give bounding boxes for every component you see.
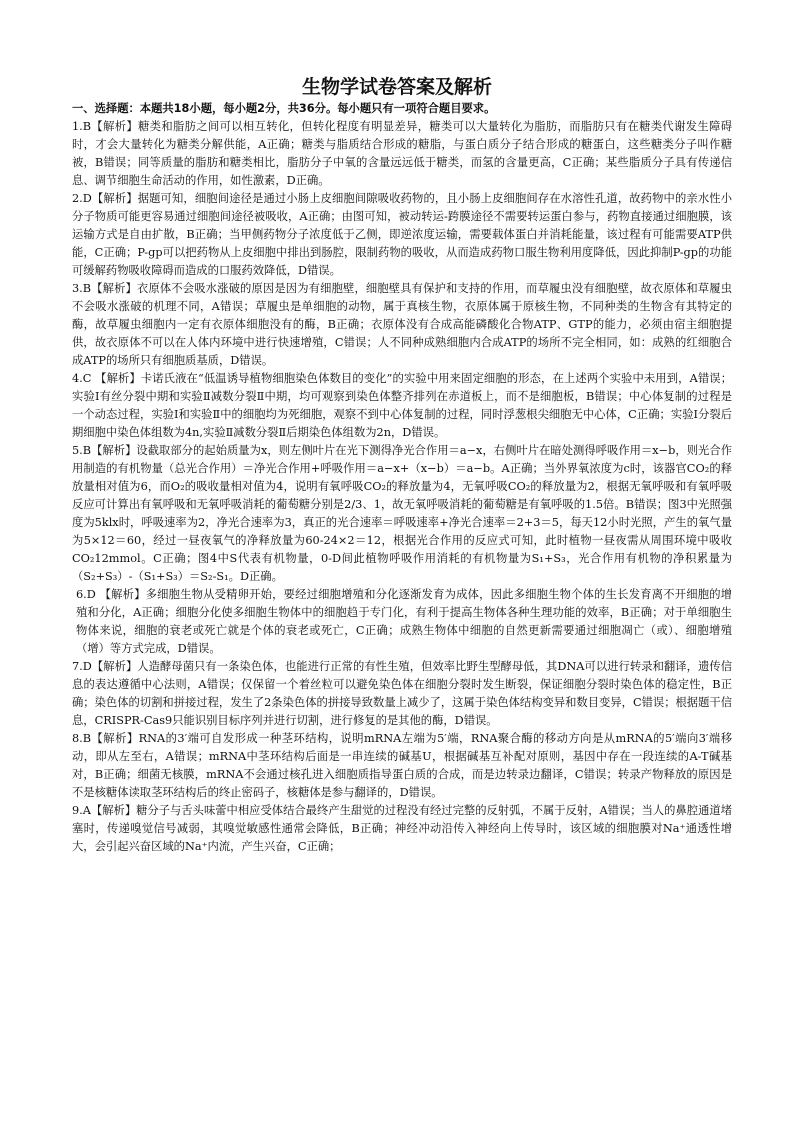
answer-8: 8.B【解析】RNA的3′端可自发形成一种茎环结构，说明mRNA左端为5′端，RNA聚合酶的移动方向是从mRNA的5′端向3′端移动，即从左至右，A错误；mRNA中茎环结构后面是一串连续的碱基U，根据碱基互补配对原则，基因中存在一段连续的A-T碱基对，B正确；细菌无核膜，mRNA不会通过核孔进入细胞质指导蛋白质的合成，而是边转录边翻译，C错误；转录产物释放的原因是不是核糖体读取茎环结构后的终止密码子，核糖体是参与翻译的，D错误。 <box>72 732 732 799</box>
answer-1: 1.B【解析】糖类和脂肪之间可以相互转化，但转化程度有明显差异，糖类可以大量转化为脂肪，而脂肪只有在糖类代谢发生障碍时，才会大量转化为糖类分解供能，A正确；糖类与脂质结合形成的糖脂，与蛋白质分子结合形成的糖蛋白，这些糖类分子叫作糖被，B错误；同等质量的脂肪和糖类相比，脂肪分子中氧的含量远远低于糖类，而氢的含量更高，C正确；某些脂质分子具有传递信息、调节细胞生命活动的作用，如性激素，D正确。 <box>72 120 732 187</box>
answer-9: 9.A【解析】糖分子与舌头味蕾中相应受体结合最终产生甜觉的过程没有经过完整的反射弧，不属于反射，A错误；当人的鼻腔通道堵塞时，传递嗅觉信号减弱，其嗅觉敏感性通常会降低，B正确；神经冲动沿传入神经向上传导时，该区域的细胞膜对Na⁺通透性增大，会引起兴奋区域的Na⁺内流，产生兴奋，C正确； <box>72 804 732 853</box>
section-heading: 一、选择题：本题共18小题，每小题2分，共36分。每小题只有一项符合题目要求。 <box>72 102 496 115</box>
document-title: 生物学试卷答案及解析 <box>301 76 492 98</box>
answer-7: 7.D【解析】人造酵母菌只有一条染色体，也能进行正常的有性生殖，但效率比野生型酵母低，其DNA可以进行转录和翻译，遗传信息的表达遵循中心法则，A错误；仅保留一个着丝粒可以避免染色体在细胞分裂时发生断裂，保证细胞分裂时染色体的稳定性，B正确；染色体的切割和拼接过程，发生了2条染色体的拼接导致数量上减少了，这属于染色体结构变异和数目变异，C错误；根据题干信息，CRISPR-Cas9只能识别目标序列并进行切割，进行修复的是其他的酶，D错误。 <box>72 660 732 727</box>
answer-2: 2.D【解析】据题可知，细胞间途径是通过小肠上皮细胞间隙吸收药物的，且小肠上皮细胞间存在水溶性孔道，故药物中的亲水性小分子物质可能更容易通过细胞间途径被吸收，A正确；由图可知，被动转运-跨膜途径不需要转运蛋白参与，药物直接通过细胞膜，该运输方式是自由扩散，B正确；当甲侧药物分子浓度低于乙侧，即逆浓度运输，需要载体蛋白并消耗能量，该过程有可能需要ATP供能，C正确；P-gp可以把药物从上皮细胞中排出到肠腔，限制药物的吸收，从而造成药物口服生物利用度降低，因此抑制P-gp的功能可缓解药物吸收障碍而造成的口服药效降低，D错误。 <box>72 192 732 277</box>
answer-5: 5.B【解析】设截取部分的起始质量为x，则左侧叶片在光下测得净光合作用＝a−x，右侧叶片在暗处测得呼吸作用＝x−b，则光合作用制造的有机物量（总光合作用）＝净光合作用+呼吸作用＝a−x+（x−b）＝a−b。A正确；当外界氧浓度为c时，该器官CO₂的释放量相对值为6，而O₂的吸收量相对值为4，说明有氧呼吸CO₂的释放量为4，无氧呼吸CO₂的释放量为2，根据无氧呼吸和有氧呼吸反应可计算出有氧呼吸和无氧呼吸消耗的葡萄糖分别是2/3、1，故无氧呼吸消耗的葡萄糖是有氧呼吸的1.5倍。B错误；图3中光照强度为5klx时，呼吸速率为2，净光合速率为3，真正的光合速率＝呼吸速率+净光合速率＝2+3＝5，每天12小时光照，产生的氧气量为5×12＝60，经过一昼夜氧气的净释放量为60-24×2＝12，根据光合作用的反应式可知，此时植物一昼夜需从周围环境中吸收CO₂12mmol。C正确；图4中S代表有机物量，0-D间此植物呼吸作用消耗的有机物量为S₁+S₃，光合作用有机物的净积累量为（S₂+S₃）-（S₁+S₃）＝S₂-S₁。D正确。 <box>72 444 732 583</box>
answer-4: 4.C 【解析】卡诺氏液在“低温诱导植物细胞染色体数目的变化”的实验中用来固定细胞的形态，在上述两个实验中未用到，A错误；实验Ⅰ有丝分裂中期和实验Ⅱ减数分裂Ⅱ中期，均可观察到染色体整齐排列在赤道板上，而不是细胞板，B错误；中心体复制的过程是一个动态过程，实验Ⅰ和实验Ⅱ中的细胞均为死细胞，观察不到中心体复制的过程，同时浮葱根尖细胞无中心体，C正确；实验Ⅰ分裂后期细胞中染色体组数为4n,实验Ⅱ减数分裂Ⅱ后期染色体组数为2n，D错误。 <box>72 372 732 439</box>
answer-3: 3.B【解析】衣原体不会吸水涨破的原因是因为有细胞壁，细胞壁具有保护和支持的作用，而草履虫没有细胞壁，故衣原体和草履虫不会吸水涨破的机理不同，A错误；草履虫是单细胞的动物，属于真核生物，衣原体属于原核生物，不同种类的生物含有其特定的酶，故草履虫细胞内一定有衣原体细胞没有的酶，B正确；衣原体没有合成高能磷酸化合物ATP、GTP的能力，必须由宿主细胞提供，故衣原体不可以在人体内环境中进行快速增殖，C错误；人不同种成熟细胞内合成ATP的场所不完全相同，如：成熟的红细胞合成ATP的场所只有细胞质基质，D错误。 <box>72 282 732 367</box>
document-body <box>72 100 732 856</box>
answer-6: 6.D 【解析】多细胞生物从受精卵开始，要经过细胞增殖和分化逐渐发育为成体，因此多细胞生物个体的生长发育离不开细胞的增殖和分化，A正确；细胞分化使多细胞生物体中的细胞趋于专门化，有利于提高生物体各种生理功能的效率，B正确；对于单细胞生物体来说，细胞的衰老或死亡就是个体的衰老或死亡，C正确；成熟生物体中细胞的自然更新需要通过细胞凋亡（或）、细胞增殖（增）等方式完成，D错误。 <box>76 588 732 655</box>
